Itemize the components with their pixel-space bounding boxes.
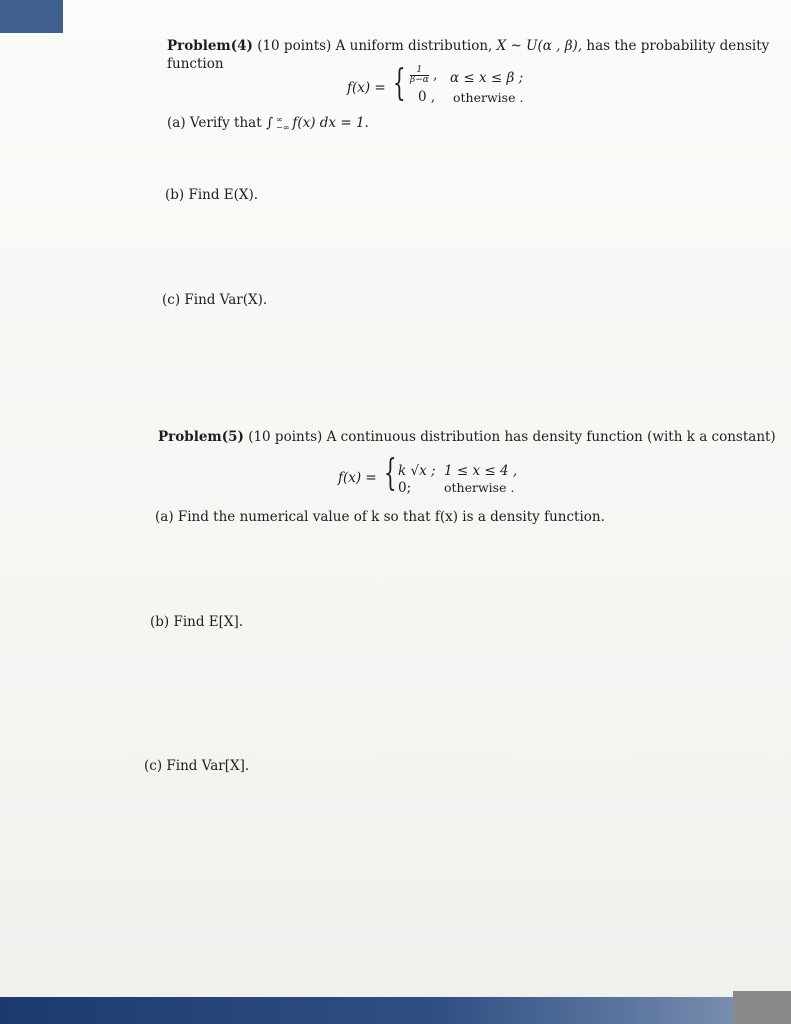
problem4-part-a xyxy=(167,115,369,132)
problem4-heading: Problem(4) xyxy=(167,38,253,54)
problem4-pdf-fraction xyxy=(410,66,429,85)
problem4-pdf-case1-condition: α ≤ x ≤ β ; xyxy=(450,70,524,86)
problem4-pdf-case2-value: 0 , xyxy=(418,89,436,105)
problem4-pdf-brace: { xyxy=(393,63,406,104)
problem5-pdf-case2-condition: otherwise . xyxy=(444,480,515,495)
problem4-pdf-case2-condition: otherwise . xyxy=(453,90,524,105)
problem4-distribution: X ~ U(α , β), xyxy=(496,38,583,54)
problem5-pdf-case2-value: 0; xyxy=(398,480,412,496)
problem4-pdf-lhs: f(x) = xyxy=(347,80,386,96)
integral-upper-limit: ∞ xyxy=(275,114,283,124)
fraction-numerator: 1 xyxy=(410,66,429,76)
problem5-pdf-brace: { xyxy=(384,453,397,494)
scan-bottom-right-corner xyxy=(733,991,791,1024)
integral-lower-limit: −∞ xyxy=(275,122,290,132)
problem5-intro-text: (10 points) A continuous distribution has density function (with k a constant) xyxy=(248,429,776,445)
problem4-points: (10 points) A uniform distribution, xyxy=(257,38,493,54)
part-a-rest: f(x) dx = 1. xyxy=(292,115,369,131)
problem4-intro-rest: has the probability density xyxy=(586,38,770,54)
scan-corner-patch xyxy=(0,0,63,33)
scan-bottom-edge xyxy=(0,997,791,1024)
fraction-denominator: β−α xyxy=(410,75,429,85)
problem5-pdf-case1-condition: 1 ≤ x ≤ 4 , xyxy=(444,463,518,479)
problem5-heading: Problem(5) xyxy=(158,429,244,445)
problem5-part-c: (c) Find Var[X]. xyxy=(144,758,250,774)
problem5-part-a: (a) Find the numerical value of k so that f(x) is a density function. xyxy=(155,509,605,525)
problem4-intro-line2: function xyxy=(167,56,224,72)
problem5-pdf-lhs: f(x) = xyxy=(338,470,377,486)
problem5-intro xyxy=(158,429,776,445)
problem5-pdf-case1-value: k √x ; xyxy=(398,463,436,479)
part-a-label: (a) Verify that ∫ xyxy=(167,115,273,131)
problem4-part-c: (c) Find Var(X). xyxy=(162,292,268,308)
integral-limits xyxy=(276,116,289,132)
problem4-part-b: (b) Find E(X). xyxy=(165,187,259,203)
problem4-pdf-case1 xyxy=(410,66,437,85)
problem4-intro-line1 xyxy=(167,38,769,54)
problem5-part-b: (b) Find E[X]. xyxy=(150,614,244,630)
case-separator: , xyxy=(433,67,438,83)
